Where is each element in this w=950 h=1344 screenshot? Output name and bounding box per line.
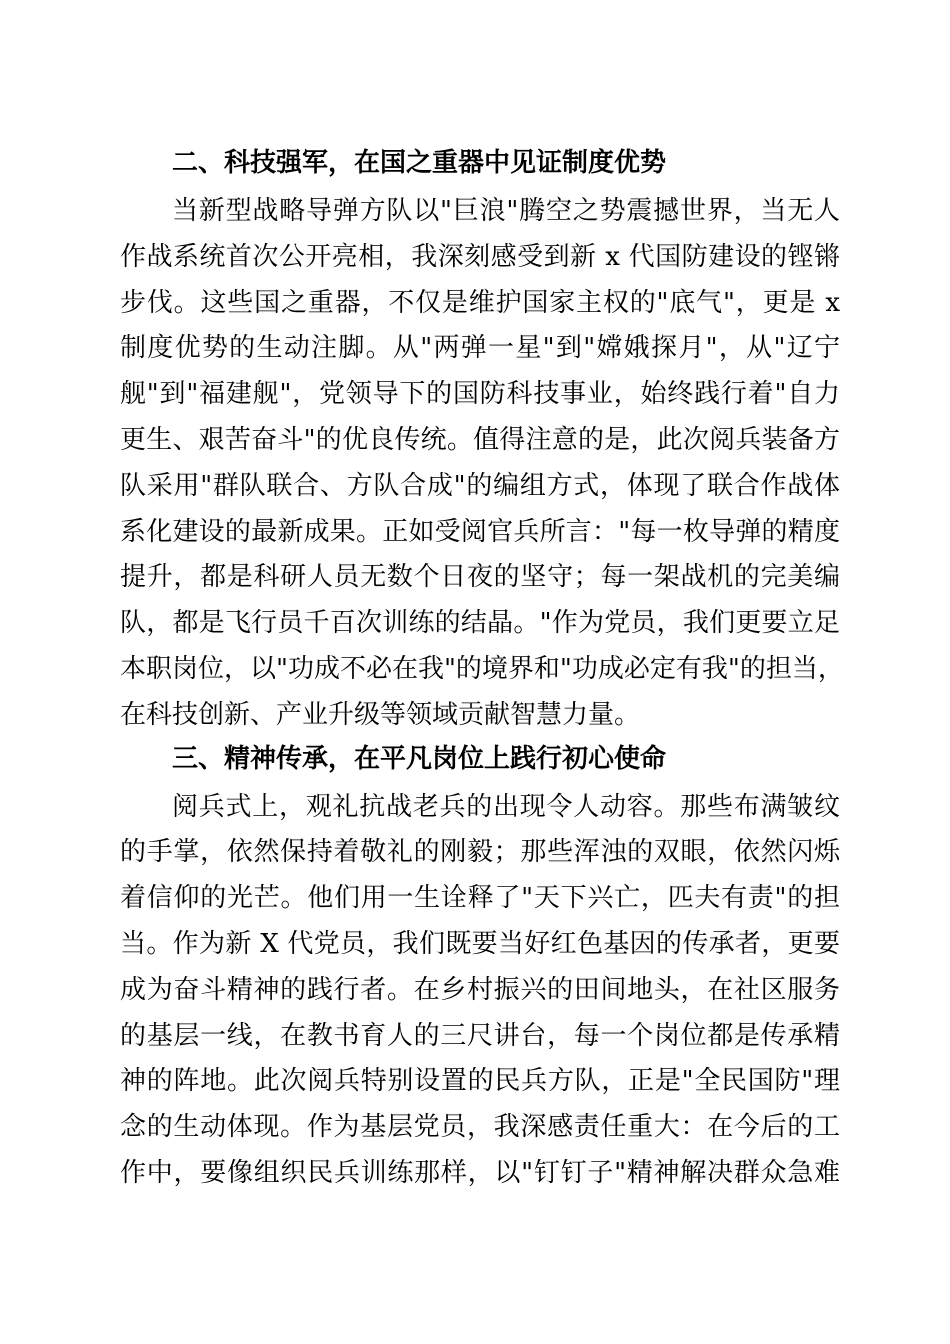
paragraph-line: 当新型战略导弹方队以"巨浪"腾空之势震撼世界，当无人 [172, 196, 840, 226]
section-heading: 三、精神传承，在平凡岗位上践行初心使命 [172, 743, 667, 774]
section-heading: 二、科技强军，在国之重器中见证制度优势 [172, 148, 667, 178]
document-body [120, 143, 844, 1197]
paragraph-line: 舰"到"福建舰"，党领导下的国防科技事业，始终践行着"自力 [120, 379, 840, 410]
paragraph-line: 神的阵地。此次阅兵特别设置的民兵方队，正是"全民国防"理 [120, 1066, 840, 1097]
paragraph-line: 的手掌，依然保持着敬礼的刚毅；那些浑浊的双眼，依然闪烁 [120, 837, 840, 868]
paragraph-line: 成为奋斗精神的践行者。在乡村振兴的田间地头，在社区服务 [120, 974, 840, 1005]
paragraph-line: 本职岗位，以"功成不必在我"的境界和"功成必定有我"的担当， [120, 653, 844, 684]
paragraph-line: 系化建设的最新成果。正如受阅官兵所言："每一枚导弹的精度 [120, 516, 840, 547]
section [120, 739, 840, 1197]
paragraph-line: 队，都是飞行员千百次训练的结晶。"作为党员，我们更要立足 [120, 608, 840, 639]
paragraph [120, 785, 840, 1197]
paragraph-line: 在科技创新、产业升级等领域贡献智慧力量。 [120, 699, 641, 730]
paragraph-line: 着信仰的光芒。他们用一生诠释了"天下兴亡，匹夫有责"的担 [120, 883, 840, 914]
paragraph-line: 制度优势的生动注脚。从"两弹一星"到"嫦娥探月"，从"辽宁 [120, 333, 840, 364]
paragraph-line: 当。作为新 X 代党员，我们既要当好红色基因的传承者，更要 [120, 928, 840, 959]
paragraph-line: 念的生动体现。作为基层党员，我深感责任重大：在今后的工 [120, 1112, 840, 1143]
paragraph-line: 作战系统首次公开亮相，我深刻感受到新 x 代国防建设的铿锵 [120, 241, 840, 272]
paragraph-line: 提升，都是科研人员无数个日夜的坚守；每一架战机的完美编 [120, 562, 840, 593]
paragraph-line: 队采用"群队联合、方队合成"的编组方式，体现了联合作战体 [120, 470, 840, 501]
paragraph [120, 189, 844, 739]
paragraph-line: 的基层一线，在教书育人的三尺讲台，每一个岗位都是传承精 [120, 1020, 840, 1051]
paragraph-line: 阅兵式上，观礼抗战老兵的出现令人动容。那些布满皱纹 [172, 791, 840, 822]
paragraph-line: 步伐。这些国之重器，不仅是维护国家主权的"底气"，更是 x [120, 287, 840, 318]
section [120, 143, 844, 739]
paragraph-line: 更生、艰苦奋斗"的优良传统。值得注意的是，此次阅兵装备方 [120, 424, 840, 455]
paragraph-line: 作中，要像组织民兵训练那样，以"钉钉子"精神解决群众急难 [120, 1157, 840, 1188]
